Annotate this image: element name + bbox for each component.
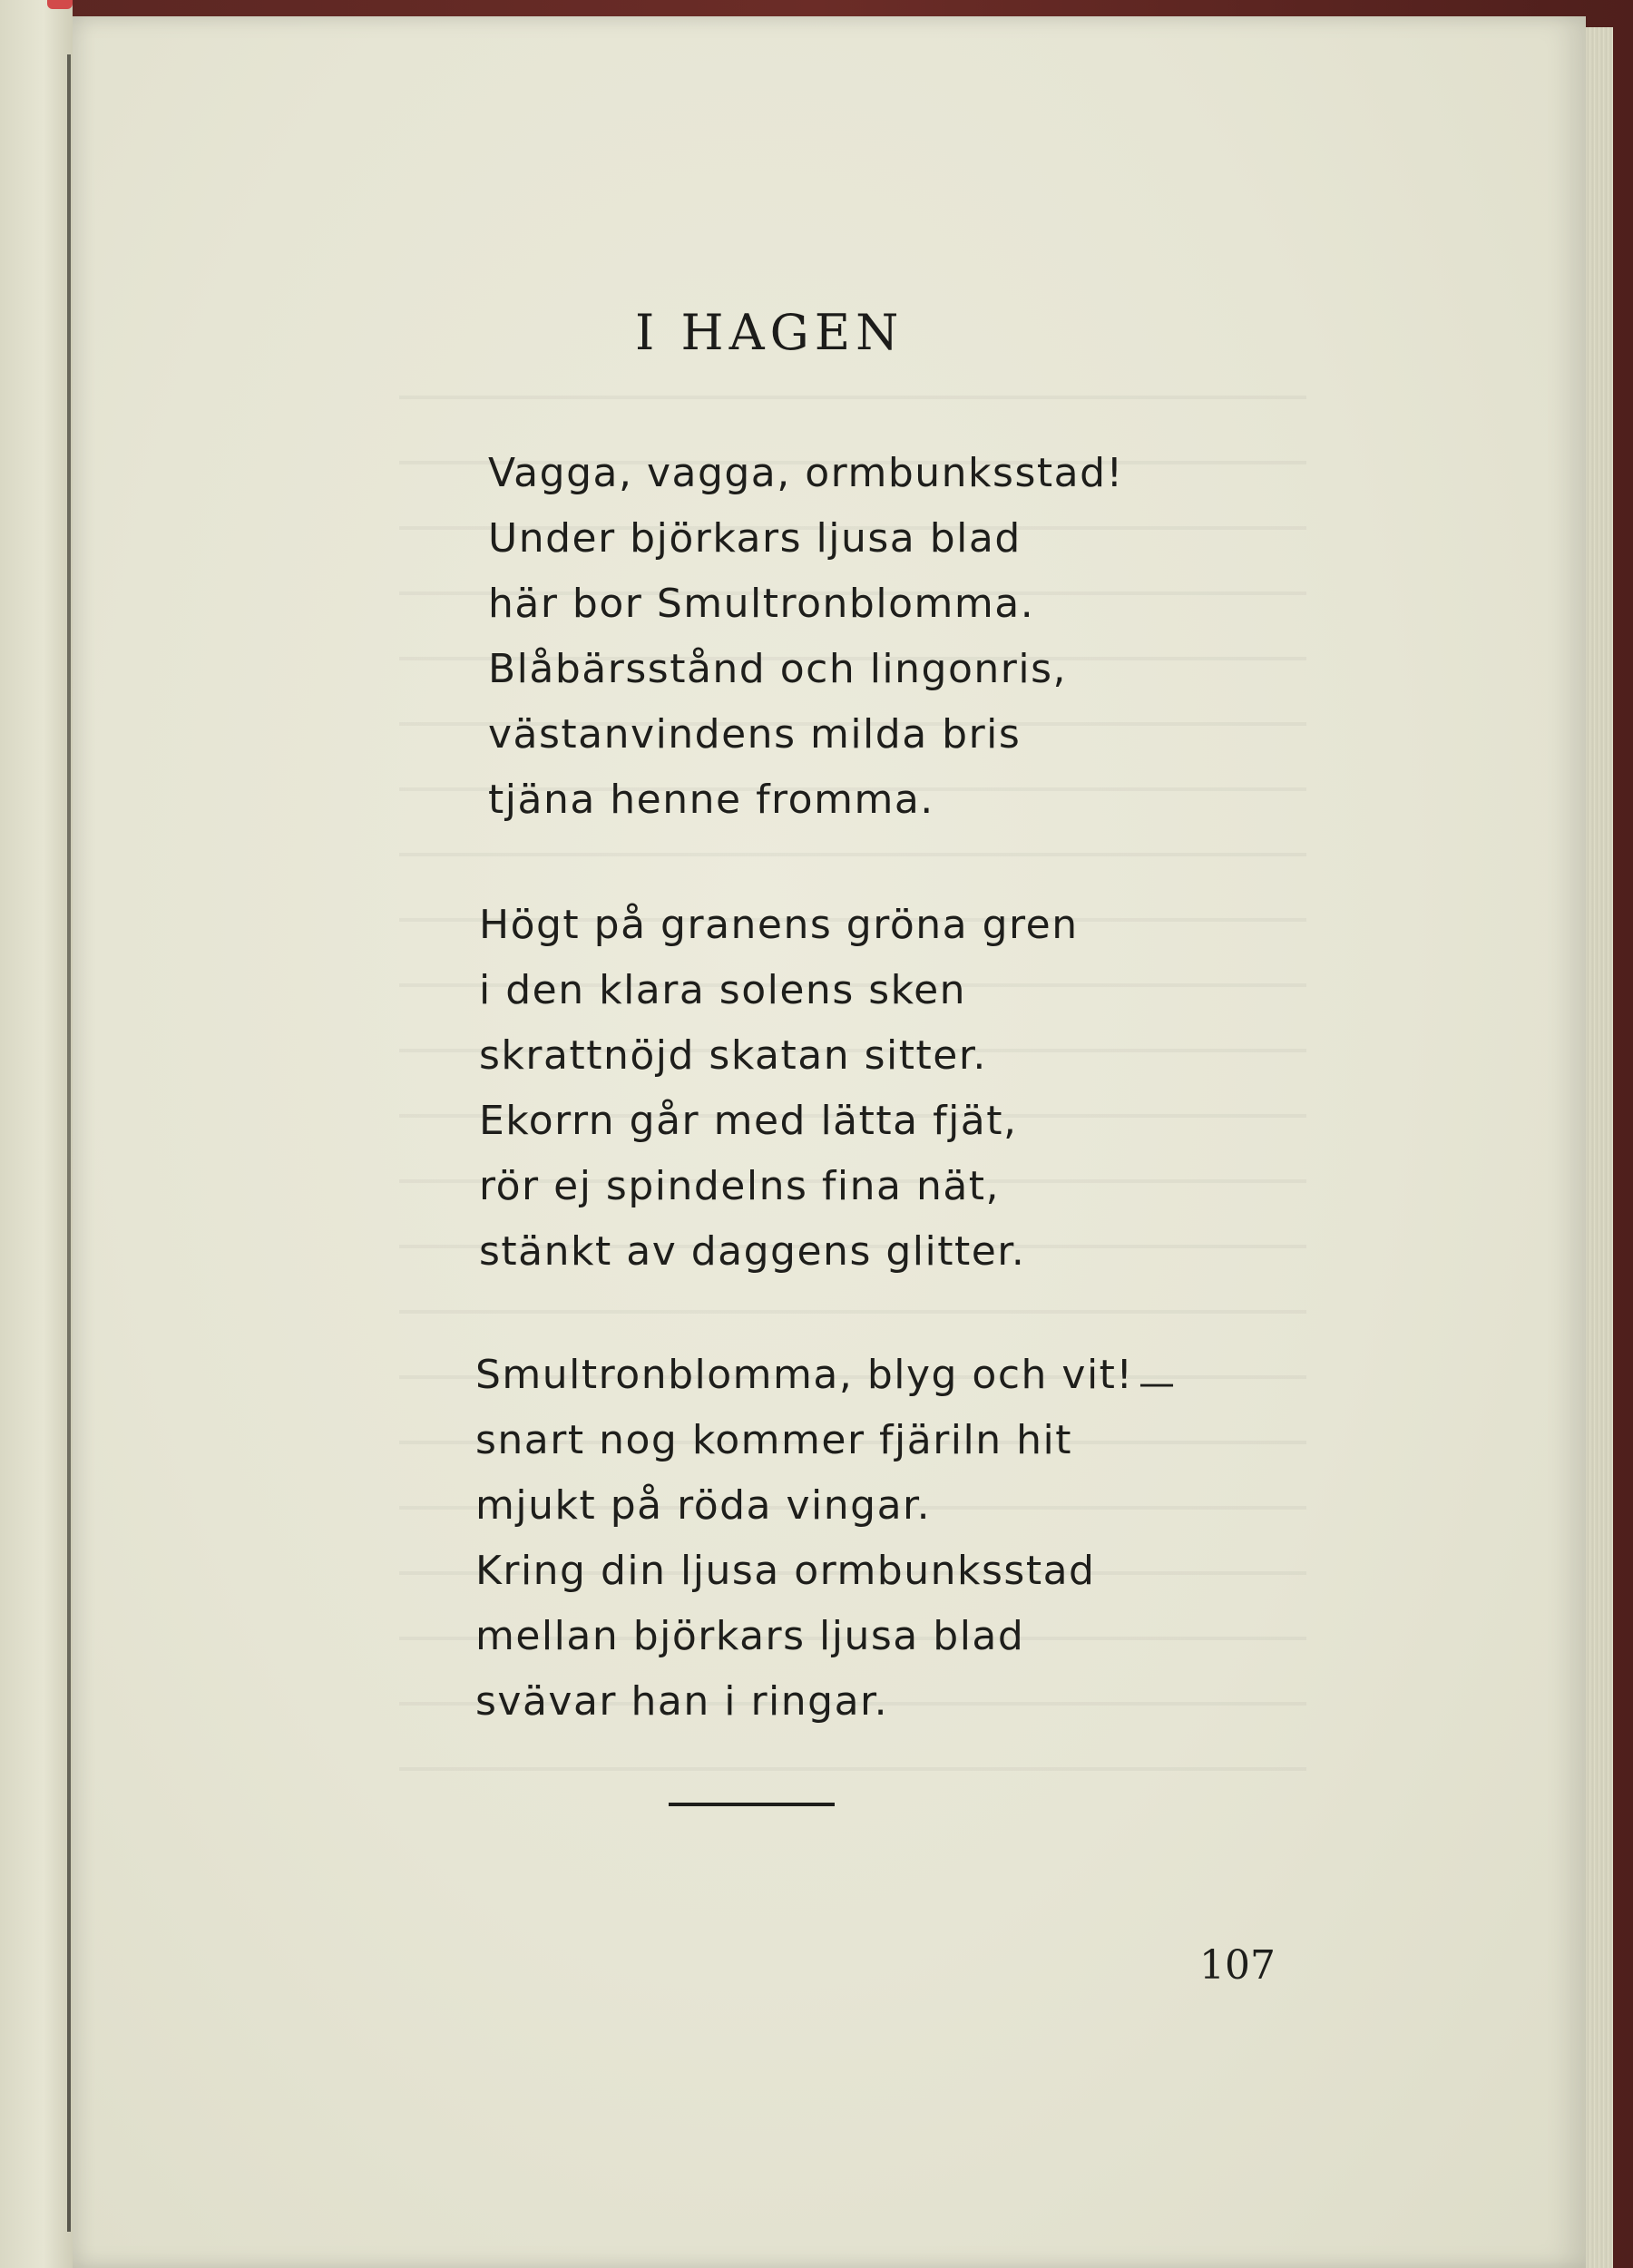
poem-line: mjukt på röda vingar. [475, 1482, 932, 1529]
poem-line: stänkt av daggens glitter. [479, 1228, 1026, 1275]
stanza-3 [475, 1343, 1134, 1735]
poem-line: Högt på granens gröna gren [479, 902, 1079, 948]
poem-title: I HAGEN [635, 304, 905, 361]
facing-page-edge [0, 0, 73, 2268]
page-block-edge [1586, 27, 1613, 2268]
poem-line: här bor Smultronblomma. [488, 581, 1035, 627]
stanza-1 [488, 441, 1124, 833]
poem-line: i den klara solens sken [479, 967, 967, 1013]
poem-line: Smultronblomma, blyg och vit! [475, 1352, 1134, 1398]
end-rule [669, 1803, 835, 1806]
poem-line: snart nog kommer fjäriln hit [475, 1417, 1072, 1463]
em-dash: — [1139, 1363, 1175, 1404]
poem-line: Blåbärsstånd och lingonris, [488, 646, 1068, 692]
poem-line: svävar han i ringar. [475, 1678, 889, 1725]
poem-line: mellan björkars ljusa blad [475, 1613, 1025, 1659]
poem-line: rör ej spindelns fina nät, [479, 1163, 1001, 1209]
poem-line: tjäna henne fromma. [488, 777, 934, 823]
bookmark-ribbon [47, 0, 73, 9]
poem-line: skrattnöjd skatan sitter. [479, 1032, 987, 1079]
poem-line: Ekorrn går med lätta fjät, [479, 1098, 1018, 1144]
poem-line: Under björkars ljusa blad [488, 515, 1022, 562]
page-gutter [67, 54, 71, 2232]
poem-line: Kring din ljusa ormbunksstad [475, 1548, 1096, 1594]
poem-line: västanvindens milda bris [488, 711, 1022, 758]
page-number: 107 [1199, 1942, 1276, 1989]
poem-line: Vagga, vagga, ormbunksstad! [488, 450, 1124, 496]
stanza-2 [479, 893, 1079, 1285]
